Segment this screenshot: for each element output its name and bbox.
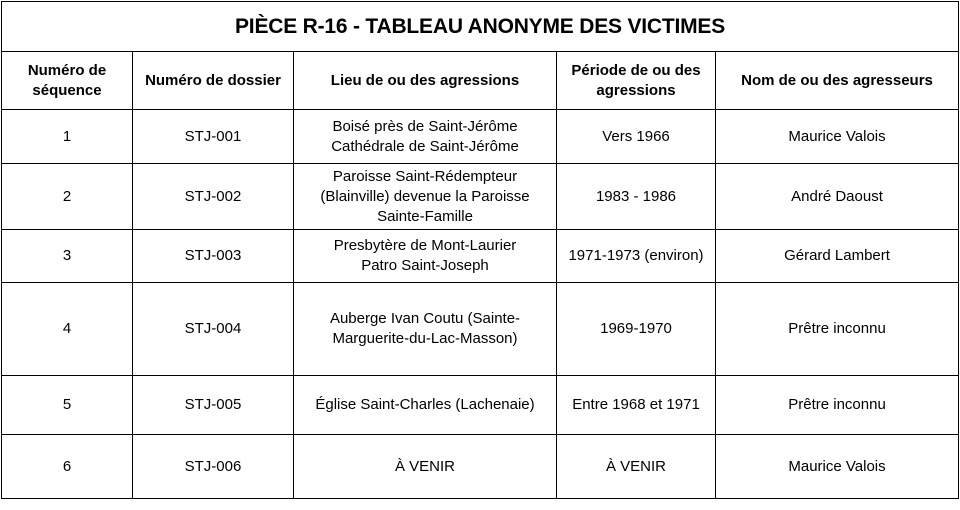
header-periode [557, 52, 716, 110]
dossier-cell: STJ-005 [133, 376, 294, 435]
header-dossier: Numéro de dossier [133, 52, 294, 110]
sequence-cell: 2 [2, 164, 133, 230]
periode-cell: 1983 - 1986 [557, 164, 716, 230]
dossier-cell: STJ-002 [133, 164, 294, 230]
victims-table [1, 1, 959, 499]
periode-cell: 1971-1973 (environ) [557, 230, 716, 283]
lieu-line: Cathédrale de Saint-Jérôme [331, 137, 519, 155]
table-row [2, 230, 959, 283]
periode-cell: 1969-1970 [557, 283, 716, 376]
periode-cell: Vers 1966 [557, 110, 716, 164]
header-sequence-line-2: séquence [32, 81, 102, 99]
lieu-line: Paroisse Saint-Rédempteur [332, 167, 518, 185]
lieu-line: Sainte-Famille [377, 207, 473, 225]
sequence-cell: 3 [2, 230, 133, 283]
lieu-cell [294, 110, 557, 164]
header-sequence-line-1: Numéro de [27, 61, 107, 79]
table-row [2, 283, 959, 376]
lieu-cell [294, 376, 557, 435]
header-sequence [2, 52, 133, 110]
lieu-line: Église Saint-Charles (Lachenaie) [315, 396, 535, 413]
lieu-cell [294, 230, 557, 283]
header-periode-line-2: agressions [596, 81, 676, 99]
lieu-line: Patro Saint-Joseph [361, 257, 489, 274]
dossier-cell: STJ-003 [133, 230, 294, 283]
header-row [2, 52, 959, 110]
header-periode-line-1: Période de ou des [571, 61, 701, 79]
table-title: PIÈCE R-16 - TABLEAU ANONYME DES VICTIMES [2, 2, 959, 52]
header-lieu: Lieu de ou des agressions [294, 52, 557, 110]
dossier-cell: STJ-001 [133, 110, 294, 164]
agresseurs-cell: Gérard Lambert [716, 230, 959, 283]
agresseurs-cell: Maurice Valois [716, 435, 959, 499]
agresseurs-cell: Prêtre inconnu [716, 376, 959, 435]
lieu-line: À VENIR [394, 457, 455, 475]
table-row [2, 435, 959, 499]
sequence-cell: 1 [2, 110, 133, 164]
periode-cell: À VENIR [557, 435, 716, 499]
lieu-line: Auberge Ivan Coutu (Sainte- [329, 310, 521, 327]
table-row [2, 376, 959, 435]
agresseurs-cell: Prêtre inconnu [716, 283, 959, 376]
sequence-cell: 6 [2, 435, 133, 499]
lieu-cell [294, 164, 557, 230]
lieu-cell [294, 283, 557, 376]
table-row [2, 164, 959, 230]
lieu-line: Marguerite-du-Lac-Masson) [332, 330, 518, 347]
agresseurs-cell: Maurice Valois [716, 110, 959, 164]
dossier-cell: STJ-004 [133, 283, 294, 376]
dossier-cell: STJ-006 [133, 435, 294, 499]
lieu-line: Presbytère de Mont-Laurier [333, 237, 517, 254]
table-row [2, 110, 959, 164]
header-agresseurs: Nom de ou des agresseurs [716, 52, 959, 110]
agresseurs-cell: André Daoust [716, 164, 959, 230]
periode-cell: Entre 1968 et 1971 [557, 376, 716, 435]
lieu-line: (Blainville) devenue la Paroisse [320, 187, 530, 205]
lieu-cell [294, 435, 557, 499]
sequence-cell: 5 [2, 376, 133, 435]
lieu-line: Boisé près de Saint-Jérôme [332, 117, 518, 135]
title-row [2, 2, 959, 52]
sequence-cell: 4 [2, 283, 133, 376]
